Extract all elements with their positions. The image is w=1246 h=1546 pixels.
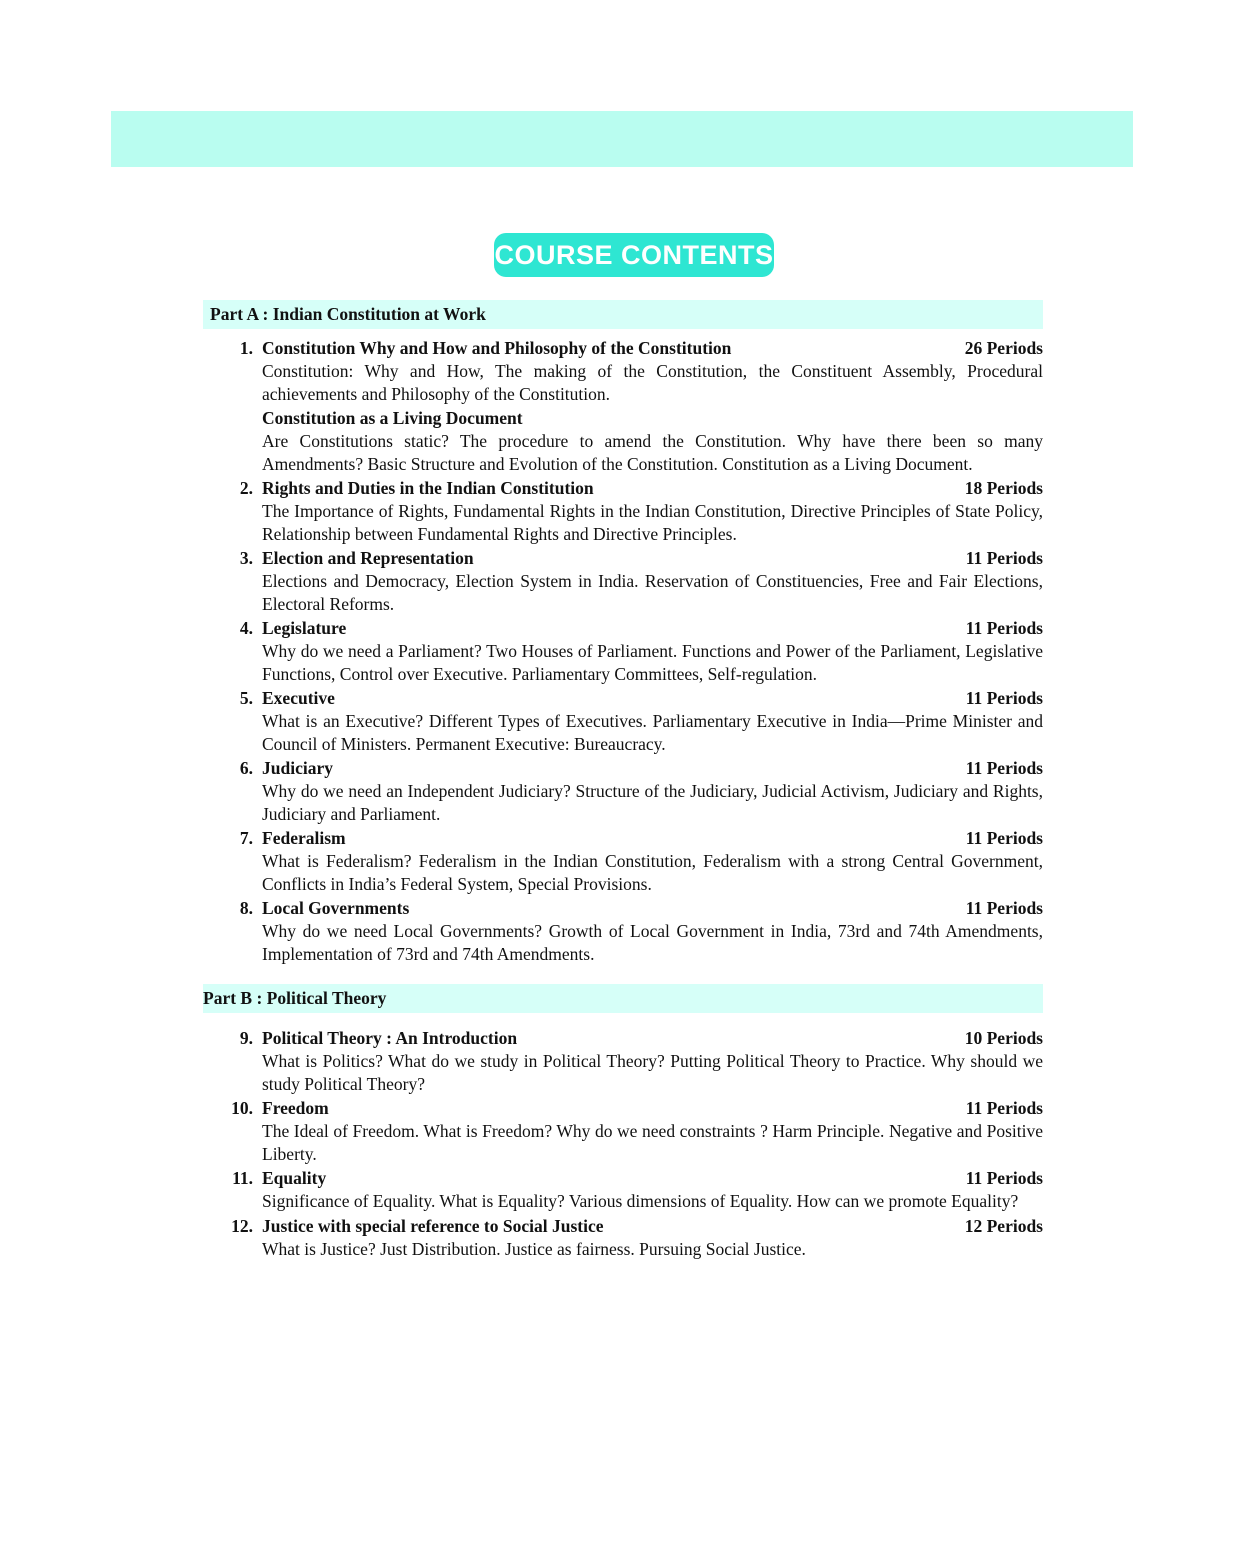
- unit-periods: 11 Periods: [965, 898, 1043, 918]
- unit-periods: 18 Periods: [964, 478, 1043, 498]
- unit-number: 6.: [239, 758, 253, 778]
- unit-title: Judiciary: [262, 758, 333, 778]
- unit-number: 12.: [231, 1215, 253, 1236]
- unit-periods: 11 Periods: [965, 1168, 1043, 1188]
- top-color-band: [111, 111, 1133, 167]
- unit-description: What is an Executive? Different Types of Executives. Parliamentary Executive in India—Prime Minister and Council of Ministers. Permanent Executive: Bureaucracy.: [262, 711, 1043, 754]
- unit-title: Political Theory : An Introduction: [262, 1028, 518, 1048]
- unit-6: [203, 757, 1043, 825]
- unit-number: 7.: [239, 828, 253, 848]
- unit-10: [203, 1097, 1043, 1165]
- unit-description: Why do we need an Independent Judiciary? Structure of the Judiciary, Judicial Activism, Judiciary and Rights, Judiciary and Parliament.: [262, 781, 1043, 824]
- unit-3: [203, 547, 1043, 615]
- unit-title: Constitution Why and How and Philosophy of the Constitution: [262, 338, 732, 358]
- unit-title: Local Governments: [262, 898, 410, 918]
- unit-periods: 12 Periods: [964, 1215, 1043, 1236]
- unit-description: The Ideal of Freedom. What is Freedom? Why do we need constraints ? Harm Principle. Negative and Positive Liberty.: [262, 1121, 1043, 1164]
- unit-4: [203, 617, 1043, 685]
- unit-number: 3.: [239, 548, 253, 568]
- unit-1: [203, 337, 1043, 475]
- unit-8: [203, 897, 1043, 965]
- unit-description: What is Justice? Just Distribution. Justice as fairness. Pursuing Social Justice.: [262, 1238, 806, 1259]
- part-b-header: Part B : Political Theory: [203, 984, 1043, 1013]
- unit-title: Executive: [262, 688, 335, 708]
- unit-title: Federalism: [262, 828, 346, 848]
- unit-periods: 11 Periods: [965, 1098, 1043, 1118]
- unit-title: Equality: [262, 1168, 327, 1188]
- unit-number: 1.: [239, 338, 253, 358]
- unit-description: Elections and Democracy, Election System in India. Reservation of Constituencies, Free and Fair Elections, Electoral Reforms.: [262, 571, 1043, 614]
- unit-periods: 11 Periods: [965, 548, 1043, 568]
- unit-title: Justice with special reference to Social Justice: [262, 1215, 604, 1236]
- unit-description: What is Politics? What do we study in Political Theory? Putting Political Theory to Practice. Why should we study Political Theory?: [262, 1051, 1043, 1094]
- part-a-header: Part A : Indian Constitution at Work: [203, 300, 1043, 329]
- unit-description: Why do we need a Parliament? Two Houses of Parliament. Functions and Power of the Parliament, Legislative Functions, Control over Executive. Parliamentary Committees, Self-regulation.: [262, 641, 1043, 684]
- unit-number: 8.: [239, 898, 253, 918]
- unit-title: Freedom: [262, 1098, 329, 1118]
- unit-number: 10.: [231, 1098, 253, 1118]
- unit-5: [203, 687, 1043, 755]
- unit-periods: 11 Periods: [965, 828, 1043, 848]
- unit-sub-description: Are Constitutions static? The procedure to amend the Constitution. Why have there been so many Amendments? Basic Structure and Evolution of the Constitution. Constitution as a Living Document.: [262, 431, 1043, 474]
- unit-number: 2.: [239, 478, 253, 498]
- part-a-items: [203, 337, 1043, 965]
- page-title: COURSE CONTENTS: [494, 233, 774, 277]
- unit-2: [203, 477, 1043, 545]
- unit-number: 9.: [239, 1028, 253, 1048]
- part-b-items: [203, 1027, 1043, 1260]
- unit-description: Constitution: Why and How, The making of the Constitution, the Constituent Assembly, Procedural achievements and Philosophy of the Constitution.: [262, 361, 1043, 404]
- unit-sub-title: Constitution as a Living Document: [262, 408, 523, 428]
- unit-description: Why do we need Local Governments? Growth of Local Government in India, 73rd and 74th Amendments, Implementation of 73rd and 74th Amendments.: [262, 921, 1043, 964]
- unit-number: 5.: [239, 688, 253, 708]
- unit-description: What is Federalism? Federalism in the Indian Constitution, Federalism with a strong Central Government, Conflicts in India’s Federal System, Special Provisions.: [262, 851, 1043, 894]
- unit-12: [203, 1215, 1043, 1261]
- unit-periods: 11 Periods: [965, 618, 1043, 638]
- unit-periods: 11 Periods: [965, 688, 1043, 708]
- unit-title: Legislature: [262, 618, 347, 638]
- unit-periods: 26 Periods: [964, 338, 1043, 358]
- course-contents: [203, 300, 1043, 1262]
- unit-description: The Importance of Rights, Fundamental Rights in the Indian Constitution, Directive Principles of State Policy, Relationship between Fundamental Rights and Directive Principles.: [262, 501, 1043, 544]
- unit-periods: 10 Periods: [964, 1028, 1043, 1048]
- unit-description: Significance of Equality. What is Equality? Various dimensions of Equality. How can we promote Equality?: [262, 1191, 1019, 1211]
- unit-periods: 11 Periods: [965, 758, 1043, 778]
- unit-9: [203, 1027, 1043, 1095]
- unit-title: Rights and Duties in the Indian Constitution: [262, 478, 594, 498]
- unit-number: 4.: [239, 618, 253, 638]
- unit-title: Election and Representation: [262, 548, 474, 568]
- unit-number: 11.: [232, 1168, 253, 1188]
- unit-7: [203, 827, 1043, 895]
- unit-11: [203, 1167, 1043, 1213]
